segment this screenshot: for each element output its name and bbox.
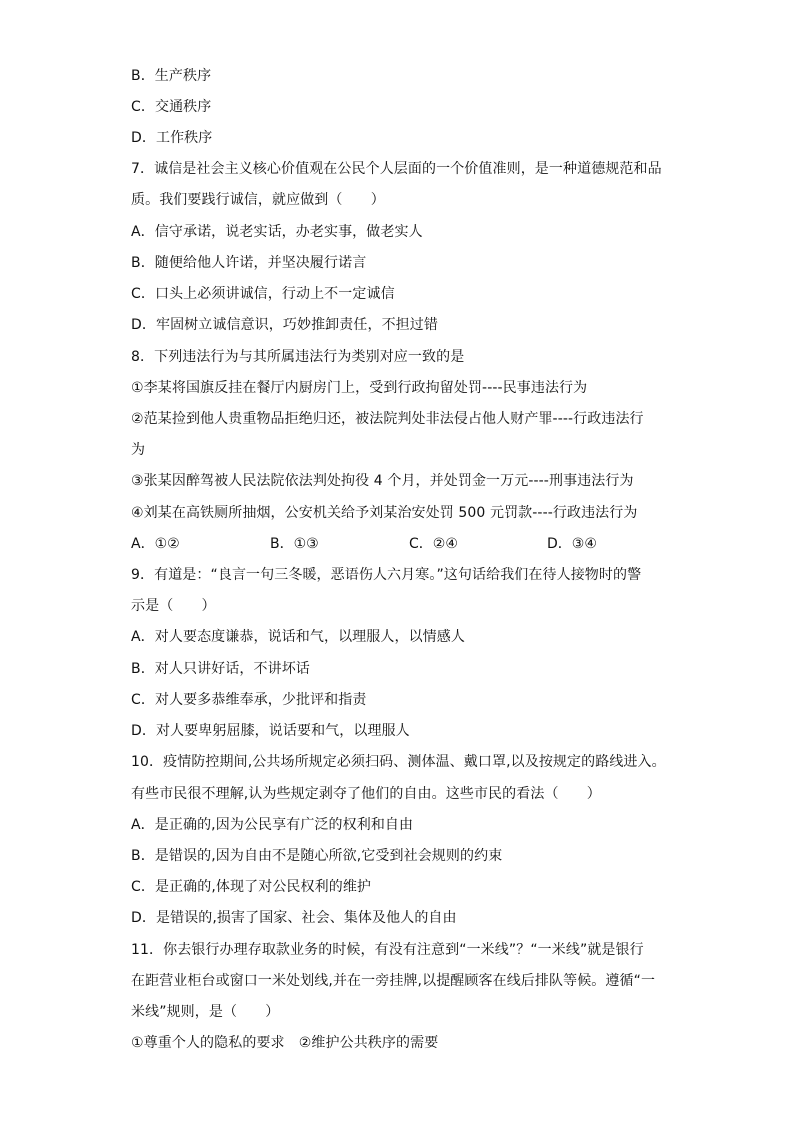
q11-stem-line2: 在距营业柜台或窗口一米处划线,并在一旁挂牌,以提醒顾客在线后排队等候。遵循“一 xyxy=(131,973,656,989)
q7-option-c: C．口头上必须讲诚信，行动上不一定诚信 xyxy=(131,286,395,302)
q10-option-b: B．是错误的,因为自由不是随心所欲,它受到社会规则的约束 xyxy=(131,848,503,864)
q10-stem-line1: 10．疫情防控期间,公共场所规定必须扫码、测体温、戴口罩,以及按规定的路线进入。 xyxy=(131,754,666,770)
q8-option-d: D．③④ xyxy=(547,536,597,552)
q9-option-d: D．对人要卑躬屈膝，说话要和气，以理服人 xyxy=(131,723,410,739)
q6-option-c: C．交通秩序 xyxy=(131,99,212,115)
q9-option-a: A．对人要态度谦恭，说话和气，以理服人，以情感人 xyxy=(131,629,465,645)
q8-item-2-line2: 为 xyxy=(131,442,146,458)
q10-option-d: D．是错误的,损害了国家、社会、集体及他人的自由 xyxy=(131,910,457,926)
q7-option-a: A．信守承诺，说老实话，办老实事，做老实人 xyxy=(131,224,423,240)
q9-option-c: C．对人要多恭维奉承，少批评和指责 xyxy=(131,692,367,708)
q6-option-d: D．工作秩序 xyxy=(131,130,213,146)
q6-option-b: B．生产秩序 xyxy=(131,68,212,84)
q8-item-4: ④刘某在高铁厕所抽烟，公安机关给予刘某治安处罚 500 元罚款----行政违法行为 xyxy=(131,505,638,521)
q9-stem-line1: 9．有道是：“良言一句三冬暖，恶语伤人六月寒。”这句话给我们在待人接物时的警 xyxy=(131,567,642,583)
q9-stem-line2: 示是（ ） xyxy=(131,598,216,614)
q7-option-d: D．牢固树立诚信意识，巧妙推卸责任，不担过错 xyxy=(131,317,438,333)
q8-item-2-line1: ②范某捡到他人贵重物品拒绝归还，被法院判处非法侵占他人财产罪----行政违法行 xyxy=(131,411,644,427)
q8-option-a: A．①② xyxy=(131,536,180,552)
q8-item-1: ①李某将国旗反挂在餐厅内厨房门上，受到行政拘留处罚----民事违法行为 xyxy=(131,380,588,396)
q8-options-row xyxy=(0,535,794,553)
q7-stem-line2: 质。我们要践行诚信，就应做到（ ） xyxy=(131,192,385,208)
q8-option-b: B．①③ xyxy=(270,536,319,552)
q11-stem-line1: 11．你去银行办理存取款业务的时候，有没有注意到“一米线”？“一米线”就是银行 xyxy=(131,942,644,958)
q8-item-3: ③张某因醉驾被人民法院依法判处拘役 4 个月，并处罚金一万元----刑事违法行为 xyxy=(131,473,634,489)
q7-option-b: B．随便给他人许诺，并坚决履行诺言 xyxy=(131,255,367,271)
q10-option-a: A．是正确的,因为公民享有广泛的权利和自由 xyxy=(131,817,414,833)
q11-items-line1: ①尊重个人的隐私的要求 ②维护公共秩序的需要 xyxy=(131,1035,439,1051)
q11-stem-line3: 米线”规则，是（ ） xyxy=(131,1004,280,1020)
q10-stem-line2: 有些市民很不理解,认为些规定剥夺了他们的自由。这些市民的看法（ ） xyxy=(131,786,601,802)
q8-stem: 8．下列违法行为与其所属违法行为类别对应一致的是 xyxy=(131,349,465,365)
q7-stem-line1: 7．诚信是社会主义核心价值观在公民个人层面的一个价值准则，是一种道德规范和品 xyxy=(131,161,662,177)
q9-option-b: B．对人只讲好话，不讲坏话 xyxy=(131,661,310,677)
q8-option-c: C．②④ xyxy=(409,536,458,552)
q10-option-c: C．是正确的,体现了对公民权利的维护 xyxy=(131,879,372,895)
